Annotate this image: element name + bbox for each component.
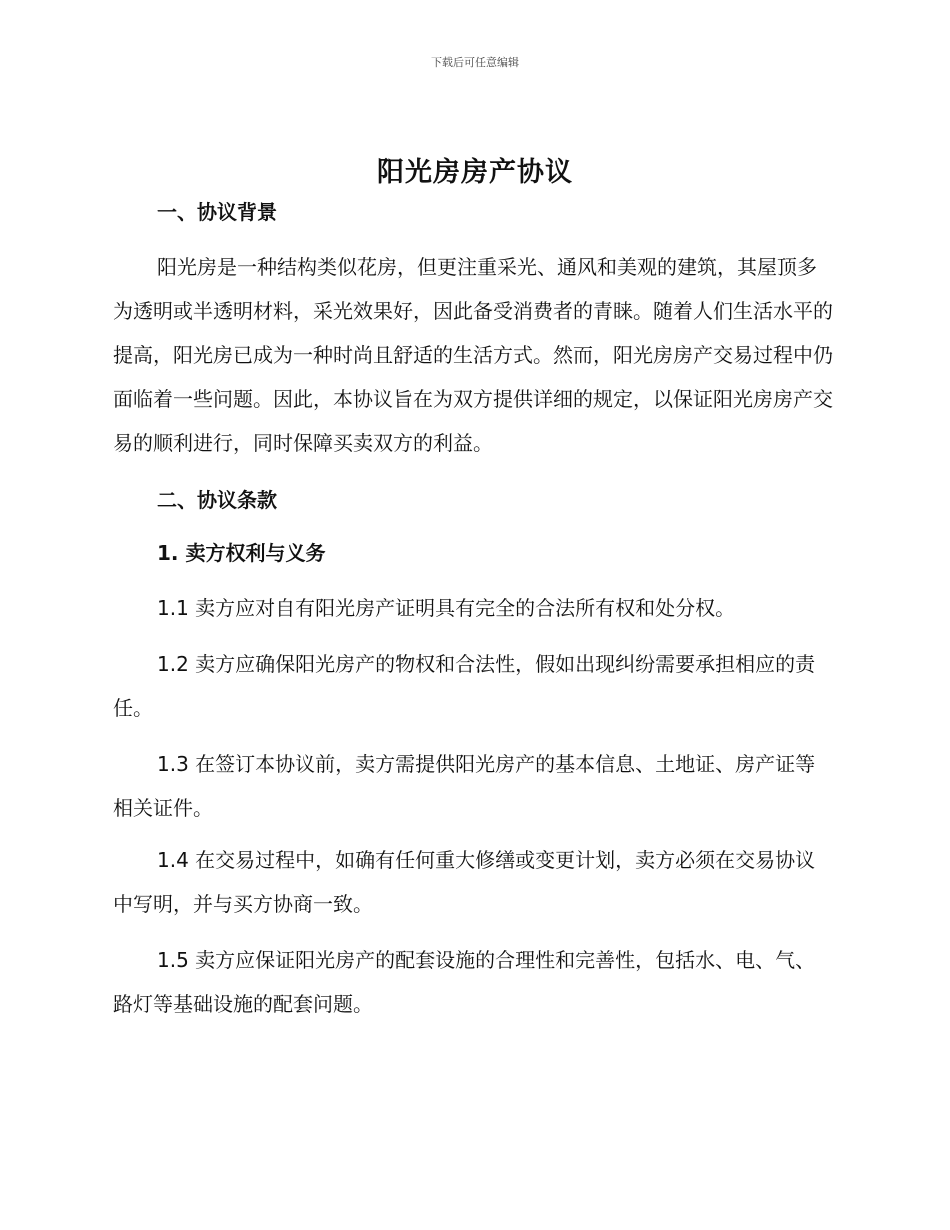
document-title: 阳光房房产协议 [377,157,573,188]
clause-1-4 [113,838,833,926]
clause-text: 1.2 卖方应确保阳光房产的物权和合法性，假如出现纠纷需要承担相应的责任。 [113,652,816,720]
clause-text: 1.5 卖方应保证阳光房产的配套设施的合理性和完善性，包括水、电、气、路灯等基础设施的配套问题。 [113,948,816,1016]
clause-text: 1.3 在签订本协议前，卖方需提供阳光房产的基本信息、土地证、房产证等相关证件。 [113,752,816,820]
clause-1-1 [113,586,833,630]
clause-text: 1.4 在交易过程中，如确有任何重大修缮或变更计划，卖方必须在交易协议中写明，并与买方协商一致。 [113,848,816,916]
clause-1-5 [113,938,833,1026]
clause-1-2 [113,642,833,730]
paragraph-text: 阳光房是一种结构类似花房，但更注重采光、通风和美观的建筑，其屋顶多为透明或半透明材料，采光效果好，因此备受消费者的青睐。随着人们生活水平的提高，阳光房已成为一种时尚且舒适的生活方式。然而，阳光房房产交易过程中仍面临着一些问题。因此，本协议旨在为双方提供详细的规定，以保证阳光房房产交易的顺利进行，同时保障买卖双方的利益。 [113,255,833,455]
clause-1-3 [113,742,833,830]
clause-text: 1.1 卖方应对自有阳光房产证明具有完全的合法所有权和处分权。 [157,596,736,620]
section-heading-background: 一、协议背景 [157,200,277,224]
background-paragraph [113,245,833,465]
section-heading-terms: 二、协议条款 [157,488,277,512]
subsection-heading-seller: 1. 卖方权利与义务 [157,541,326,565]
page-header-note: 下载后可任意编辑 [431,56,519,69]
